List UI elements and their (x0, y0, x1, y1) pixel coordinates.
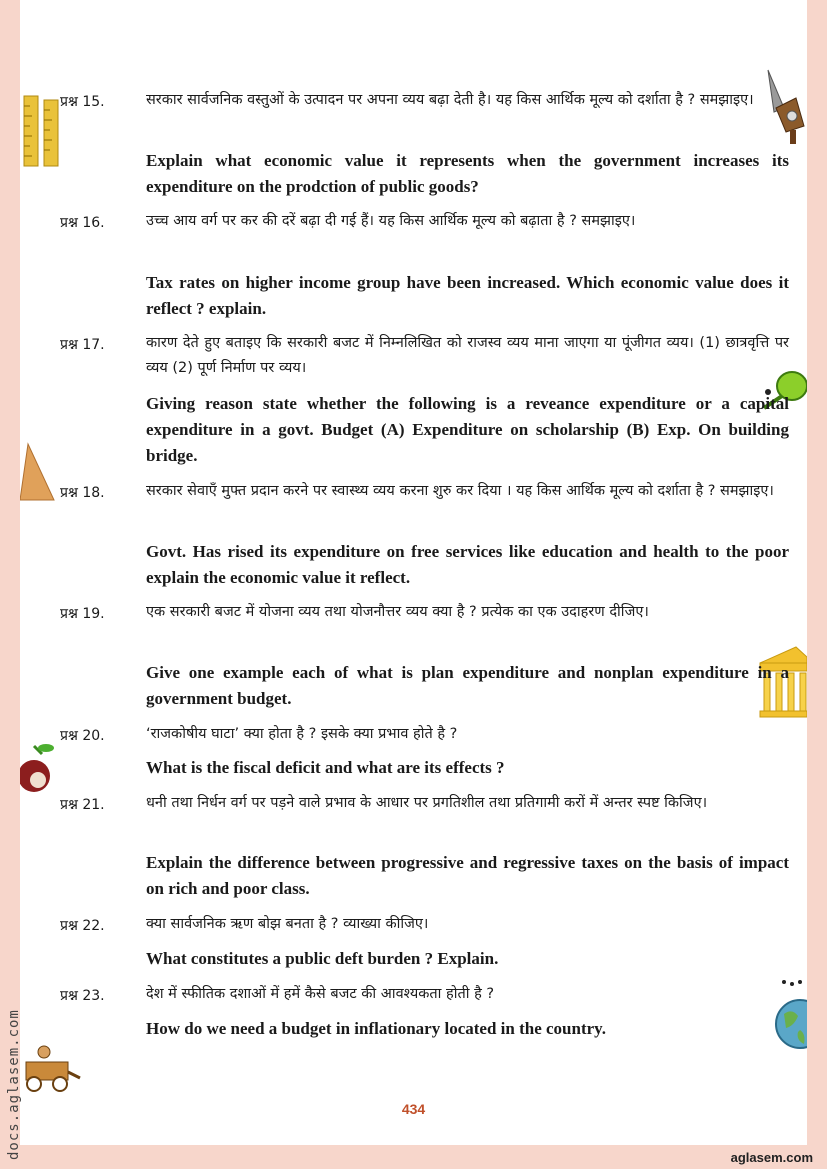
question-hindi: कारण देते हुए बताइए कि सरकारी बजट में निम्नलिखित को राजस्व व्यय माना जाएगा या पूंजीगत व्यय। (1) छात्रवृत्ति पर व्यय (2) पूर्ण निर्माण पर व्यय। (146, 335, 789, 376)
apple-illustration (20, 740, 60, 806)
question-hindi: सरकार सार्वजनिक वस्तुओं के उत्पादन पर अपना व्यय बढ़ा देती है। यह किस आर्थिक मूल्य को दर्शाता है ? समझाइए। (146, 92, 754, 108)
question-number: प्रश्न 22. (60, 918, 105, 934)
question-number: प्रश्न 20. (60, 728, 105, 744)
question-english: Give one example each of what is plan expenditure and nonplan expenditure in a government budget. (146, 663, 789, 708)
question-hindi: उच्च आय वर्ग पर कर की दरें बढ़ा दी गई हैं। यह किस आर्थिक मूल्य को बढ़ाता है ? समझाइए। (146, 213, 636, 229)
cone-illustration (20, 442, 56, 502)
question-english: How do we need a budget in inflationary located in the country. (146, 1019, 606, 1038)
question-hindi: धनी तथा निर्धन वर्ग पर पड़ने वाले प्रभाव के आधार पर प्रगतिशील तथा प्रतिगामी करों में अन्तर स्पष्ट किजिए। (146, 795, 708, 811)
question-number: प्रश्न 19. (60, 606, 105, 622)
question-number: प्रश्न 15. (60, 94, 105, 110)
watermark-text: docs.aglasem.com (6, 1009, 22, 1160)
document-page (20, 0, 807, 1145)
question-hindi: एक सरकारी बजट में योजना व्यय तथा योजनौत्तर व्यय क्या है ? प्रत्येक का एक उदाहरण दीजिए। (146, 604, 649, 620)
question-hindi: देश में स्फीतिक दशाओं में हमें कैसे बजट की आवश्यकता होती है ? (146, 986, 495, 1002)
question-english: What is the fiscal deficit and what are its effects ? (146, 758, 505, 777)
question-english: Govt. Has rised its expenditure on free services like education and health to the poor explain the economic value it reflect. (146, 542, 789, 587)
page-number: 434 (401, 1101, 426, 1117)
question-hindi: ‘राजकोषीय घाटा’ क्या होता है ? इसके क्या प्रभाव होते है ? (146, 726, 458, 742)
question-number: प्रश्न 18. (60, 485, 105, 501)
question-number: प्रश्न 23. (60, 988, 105, 1004)
question-english: What constitutes a public deft burden ? Explain. (146, 949, 499, 968)
question-hindi: सरकार सेवाएँ मुफ्त प्रदान करने पर स्वास्थ्य व्यय करना शुरु कर दिया । यह किस आर्थिक मूल्य को दर्शाता है ? समझाइए। (146, 483, 774, 499)
question-number: प्रश्न 16. (60, 215, 105, 231)
question-hindi: क्या सार्वजनिक ऋण बोझ बनता है ? व्याख्या कीजिए। (146, 916, 429, 932)
question-english: Giving reason state whether the following is a reveance expenditure or a capital expenditure in a govt. Budget (A) Expenditure on scholarship (B) Exp. On building bridge. (146, 394, 789, 465)
question-english: Tax rates on higher income group have been increased. Which economic value does it reflect ? explain. (146, 273, 789, 318)
question-number: प्रश्न 17. (60, 337, 105, 353)
question-english: Explain the difference between progressive and regressive taxes on the basis of impact on rich and poor class. (146, 853, 789, 898)
cart-illustration (20, 1038, 82, 1094)
footer-site-name[interactable]: aglasem.com (730, 1150, 813, 1165)
question-number: प्रश्न 21. (60, 797, 105, 813)
question-english: Explain what economic value it represents when the government increases its expenditure on the prodction of public goods? (146, 151, 789, 196)
